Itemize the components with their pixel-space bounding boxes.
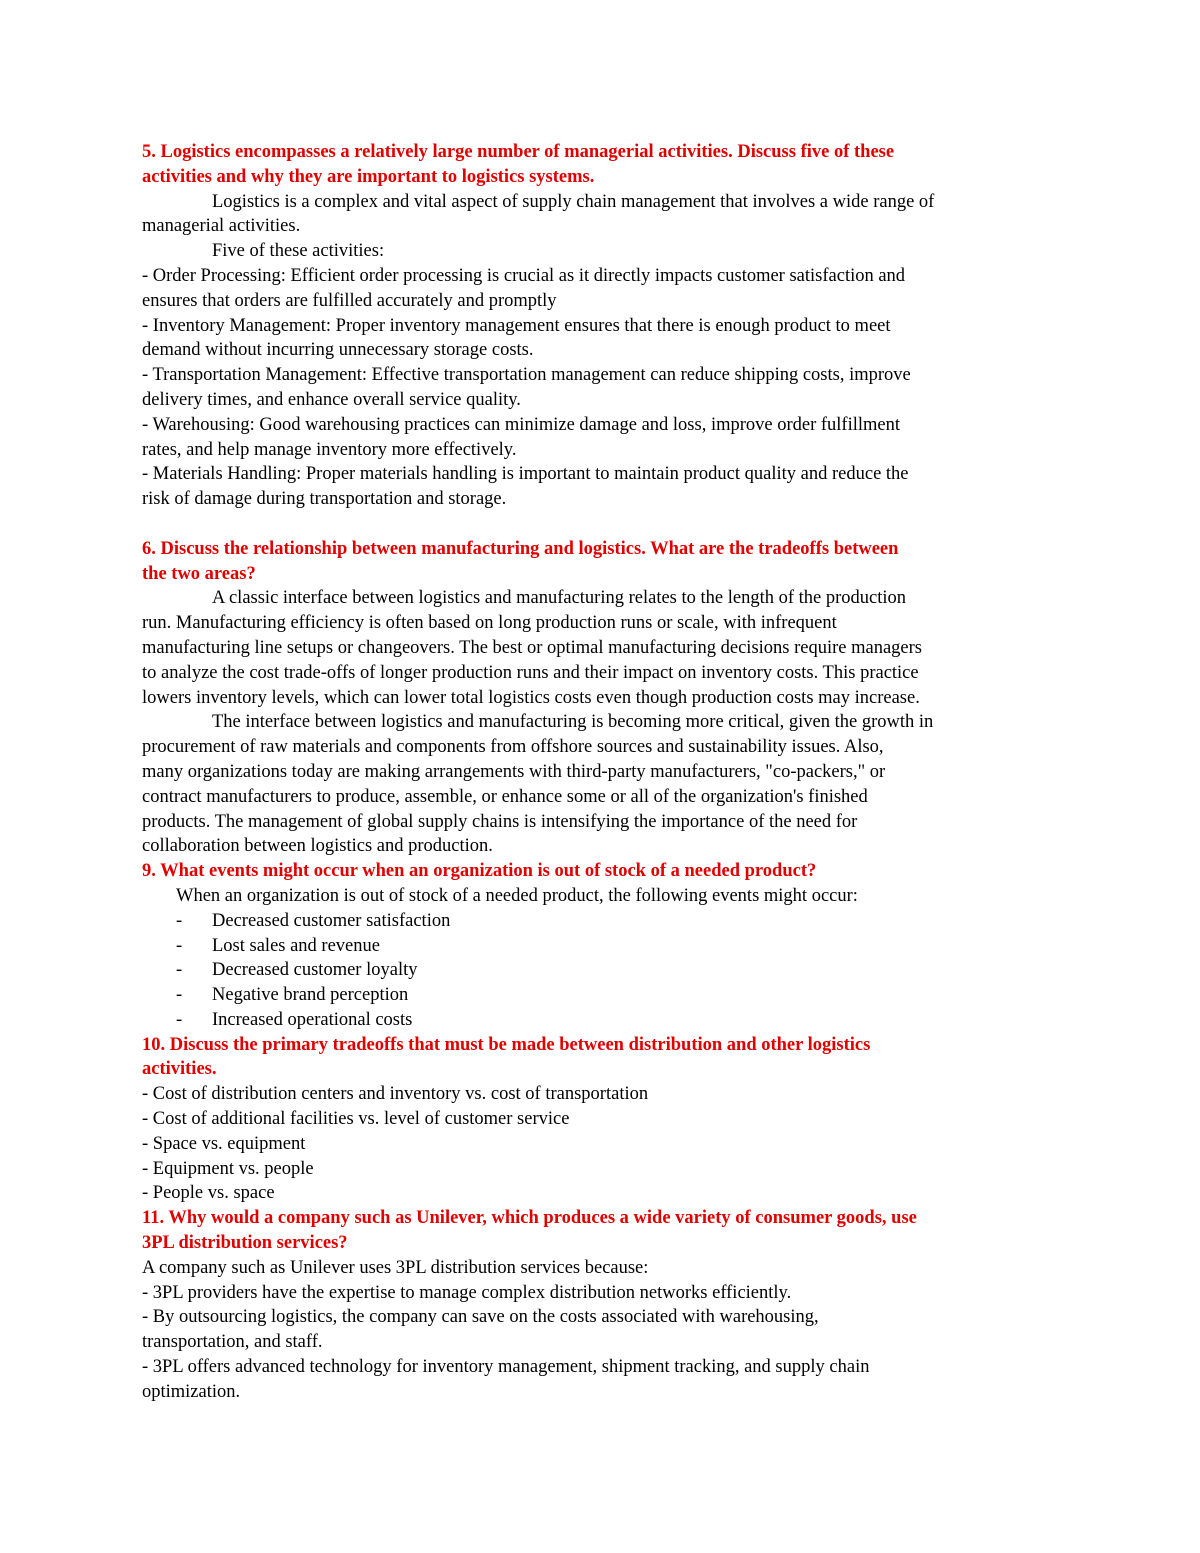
paragraph-line: manufacturing line setups or changeovers. The best or optimal manufacturing decisions require managers (142, 637, 923, 658)
list-item-line: - Cost of distribution centers and inventory vs. cost of transportation (142, 1084, 649, 1105)
list-item-line: transportation, and staff. (142, 1332, 323, 1353)
paragraph-line: managerial activities. (142, 216, 301, 237)
list-item-line: rates, and help manage inventory more effectively. (142, 439, 517, 460)
paragraph-line: collaboration between logistics and production. (142, 836, 493, 857)
list-item-line: - Space vs. equipment (142, 1133, 306, 1154)
list-item: - Decreased customer loyalty (142, 958, 1062, 983)
paragraph-line: Logistics is a complex and vital aspect of supply chain management that involves a wide range of (212, 191, 935, 212)
question-11-heading-line: 3PL distribution services? (142, 1233, 348, 1254)
question-10-heading-line: 10. Discuss the primary tradeoffs that must be made between distribution and other logistics (142, 1034, 871, 1055)
question-9 (142, 859, 1062, 1033)
question-5-heading-line: 5. Logistics encompasses a relatively large number of managerial activities. Discuss five of these (142, 142, 895, 162)
list-item-line: - 3PL providers have the expertise to manage complex distribution networks efficiently. (142, 1282, 792, 1303)
paragraph-line: The interface between logistics and manufacturing is becoming more critical, given the growth in (212, 712, 934, 733)
list-item-line: - People vs. space (142, 1183, 275, 1204)
paragraph-line: procurement of raw materials and components from offshore sources and sustainability issues. Also, (142, 737, 884, 758)
list-item-line: - Equipment vs. people (142, 1158, 314, 1179)
list-item-line: delivery times, and enhance overall service quality. (142, 389, 521, 410)
list-item-line: demand without incurring unnecessary storage costs. (142, 340, 534, 361)
list-item-line: ensures that orders are fulfilled accurately and promptly (142, 290, 557, 311)
question-6-heading-line: 6. Discuss the relationship between manufacturing and logistics. What are the tradeoffs between (142, 538, 899, 559)
list-item-line: - 3PL offers advanced technology for inventory management, shipment tracking, and supply chain (142, 1357, 870, 1378)
paragraph-line: to analyze the cost trade-offs of longer production runs and their impact on inventory costs. This practice (142, 662, 919, 683)
question-11 (142, 1206, 1062, 1404)
question-9-heading: 9. What events might occur when an organization is out of stock of a needed product? (142, 861, 817, 882)
bullet-list (142, 909, 1062, 1033)
question-10 (142, 1033, 1062, 1207)
list-item: - Negative brand perception (142, 983, 1062, 1008)
list-item-line: - Inventory Management: Proper inventory management ensures that there is enough product to meet (142, 315, 891, 336)
paragraph-line: many organizations today are making arrangements with third-party manufacturers, "co-packers," or (142, 761, 886, 782)
paragraph-line: products. The management of global supply chains is intensifying the importance of the need for (142, 811, 858, 832)
paragraph-line: run. Manufacturing efficiency is often based on long production runs or scale, with infrequent (142, 613, 837, 634)
paragraph-line: A company such as Unilever uses 3PL distribution services because: (142, 1257, 649, 1278)
list-item-line: - Warehousing: Good warehousing practices can minimize damage and loss, improve order fulfillment (142, 414, 900, 435)
question-11-heading-line: 11. Why would a company such as Unilever, which produces a wide variety of consumer goods, use (142, 1208, 917, 1229)
list-item: - Lost sales and revenue (142, 934, 1062, 959)
question-5-heading-line: activities and why they are important to logistics systems. (142, 166, 595, 187)
question-10-heading-line: activities. (142, 1059, 217, 1080)
list-item-line: - Cost of additional facilities vs. level of customer service (142, 1109, 570, 1130)
list-item-line: optimization. (142, 1381, 241, 1402)
list-item: - Decreased customer satisfaction (142, 909, 1062, 934)
list-item-line: - Materials Handling: Proper materials handling is important to maintain product quality and reduce the (142, 464, 909, 485)
list-item: - Increased operational costs (142, 1008, 1062, 1033)
document-page (142, 140, 1062, 1405)
blank-line (142, 512, 1062, 537)
list-item-line: - Transportation Management: Effective transportation management can reduce shipping costs, improve (142, 365, 911, 386)
list-item-line: risk of damage during transportation and storage. (142, 489, 507, 510)
list-item-line: - Order Processing: Efficient order processing is crucial as it directly impacts customer satisfaction and (142, 265, 906, 286)
subheading: Five of these activities: (212, 241, 385, 262)
question-5 (142, 140, 1062, 512)
paragraph-line: When an organization is out of stock of a needed product, the following events might occur: (176, 885, 858, 906)
list-item-line: - By outsourcing logistics, the company can save on the costs associated with warehousing, (142, 1307, 819, 1328)
paragraph-line: lowers inventory levels, which can lower total logistics costs even though production costs may increase. (142, 687, 920, 708)
question-6 (142, 537, 1062, 859)
question-6-heading-line: the two areas? (142, 563, 256, 584)
paragraph-line: A classic interface between logistics and manufacturing relates to the length of the production (212, 588, 907, 609)
paragraph-line: contract manufacturers to produce, assemble, or enhance some or all of the organization's finished (142, 786, 868, 807)
